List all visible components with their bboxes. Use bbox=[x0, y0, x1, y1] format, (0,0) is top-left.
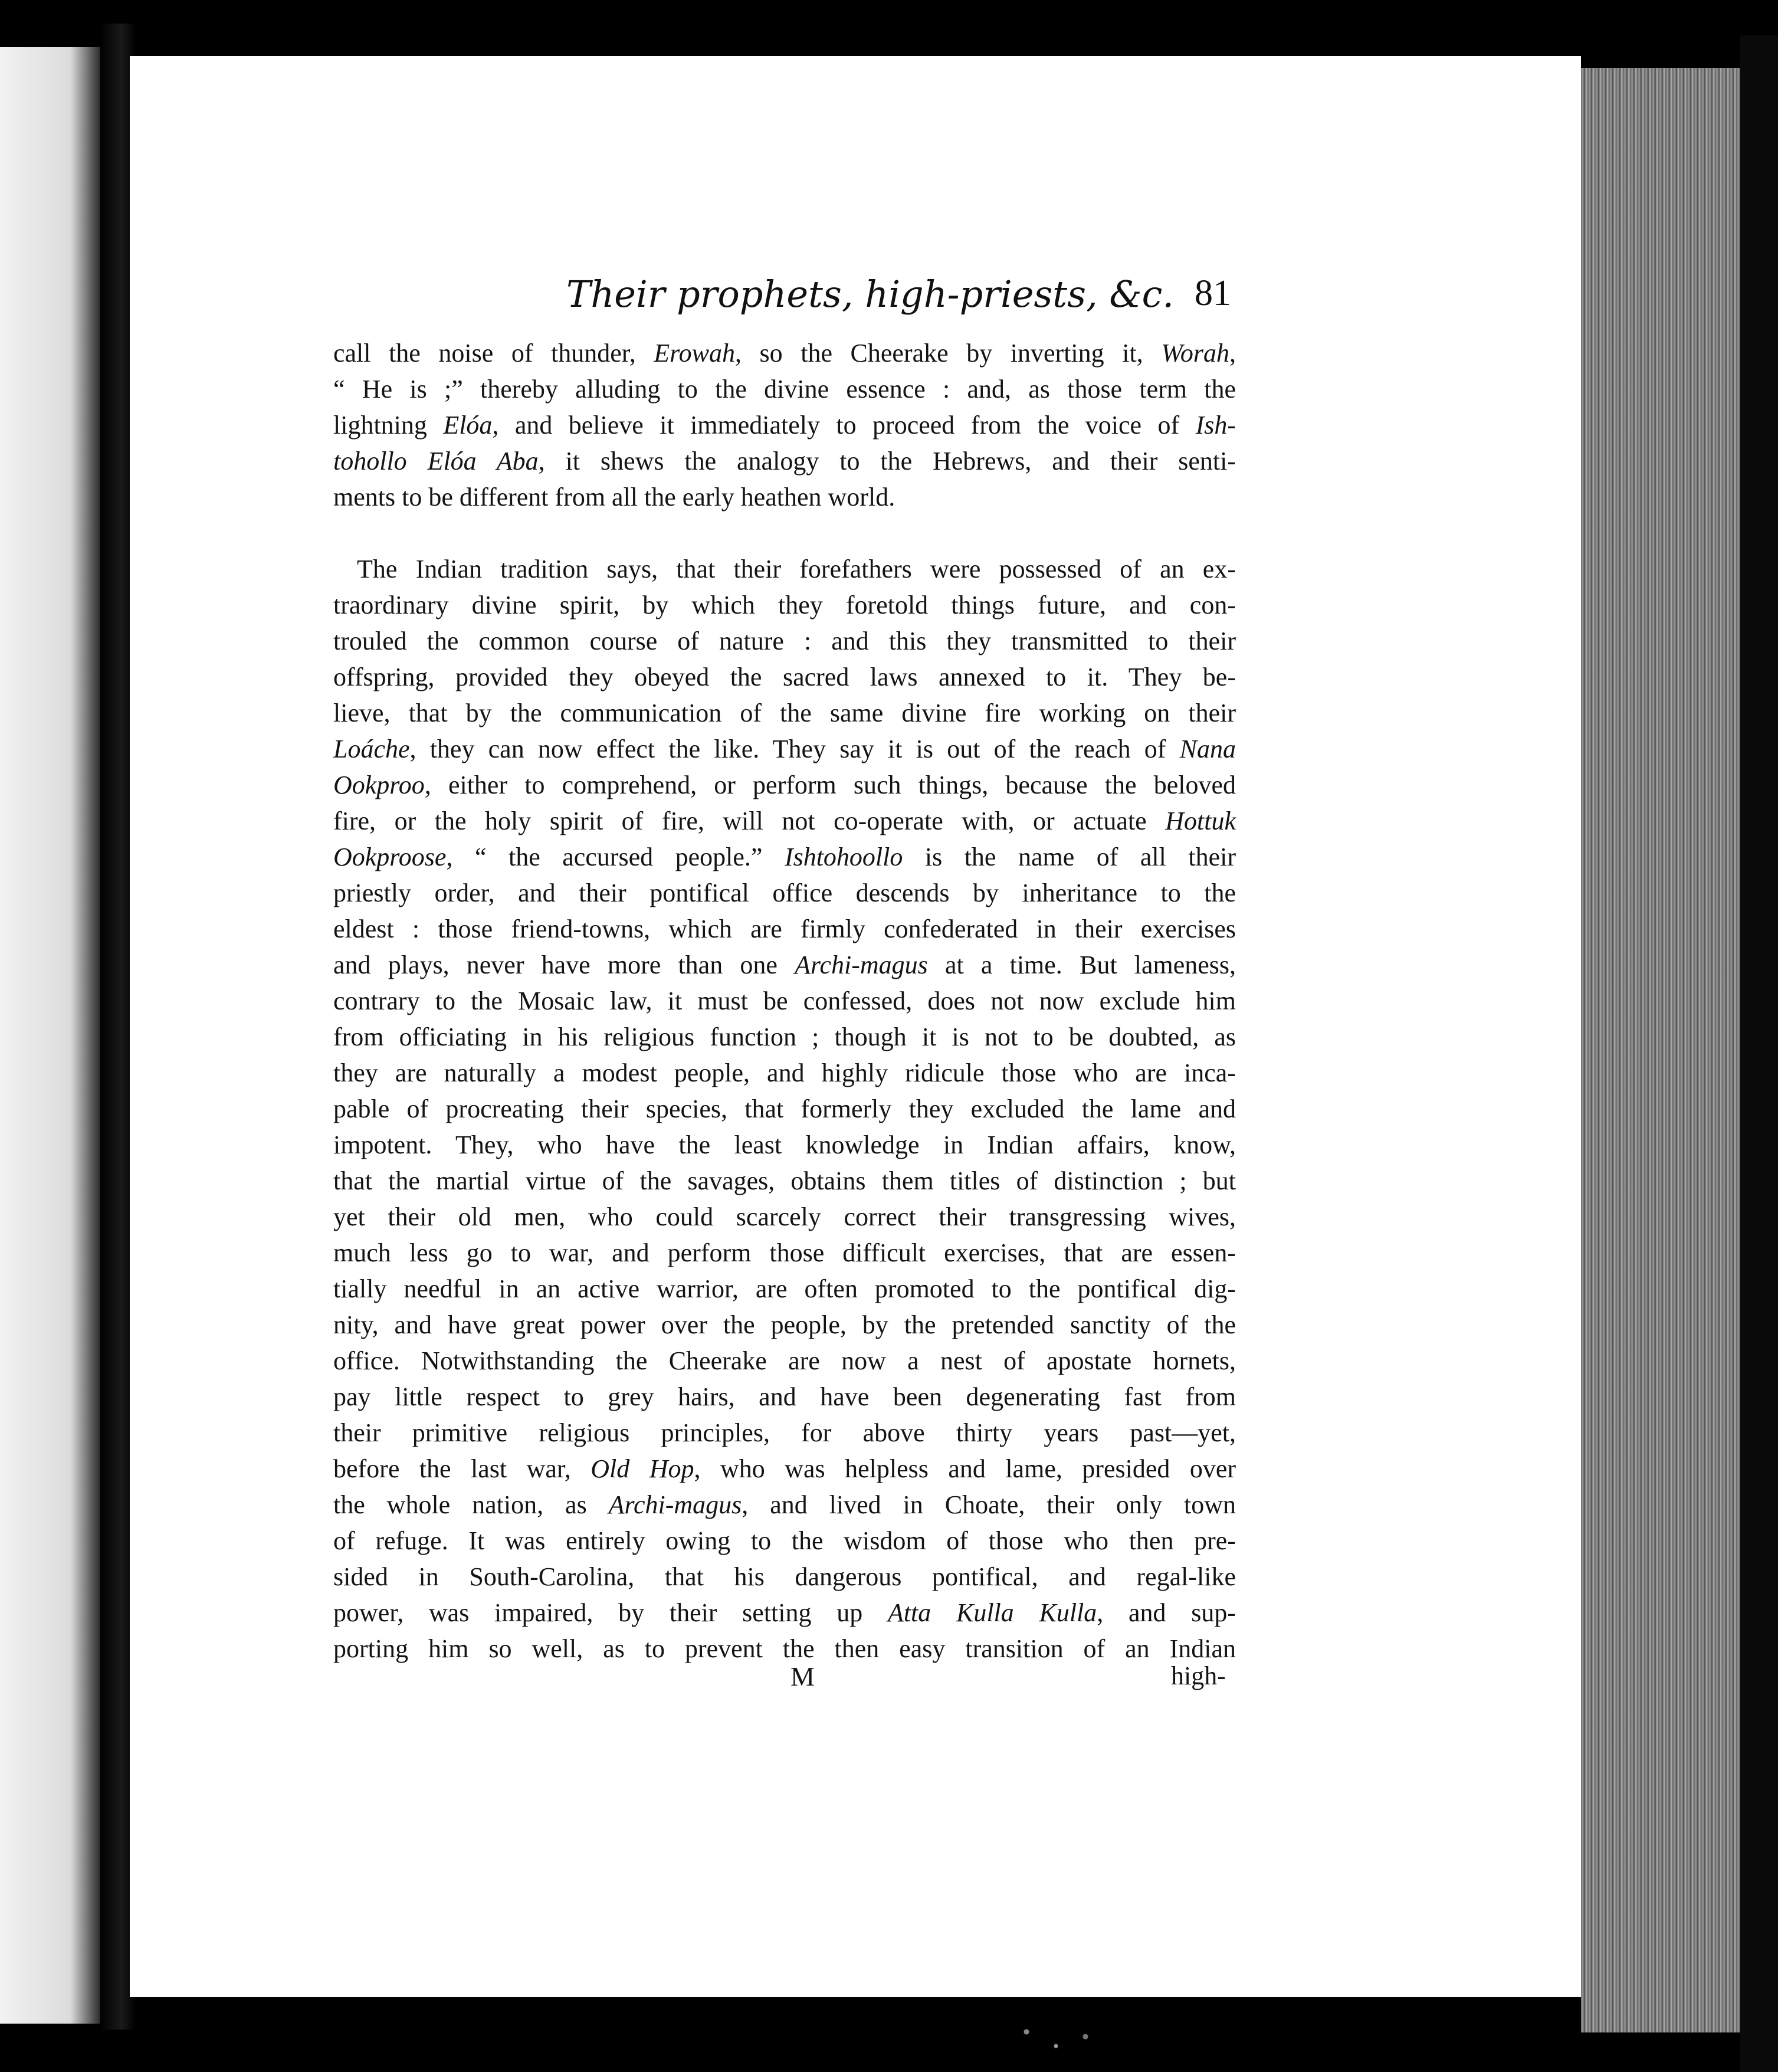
italic-term: Ookproose bbox=[333, 842, 447, 871]
text-run: pable of procreating their species, that formerly they excluded the lame and bbox=[333, 1094, 1236, 1123]
text-run: “ He is ;” thereby alluding to the divine essence : and, as those term the bbox=[333, 375, 1236, 404]
text-line bbox=[333, 1127, 1236, 1163]
text-line bbox=[333, 803, 1236, 839]
text-line bbox=[333, 623, 1236, 659]
text-run: , and believe it immediately to proceed from the voice of bbox=[492, 411, 1196, 440]
text-run: , they can now effect the like. They say it is out of the reach of bbox=[409, 735, 1180, 763]
italic-term: Archi-magus bbox=[608, 1490, 742, 1519]
text-line bbox=[333, 767, 1236, 803]
text-run: The Indian tradition says, that their forefathers were possessed of an ex- bbox=[357, 555, 1236, 583]
italic-term: Elóa bbox=[443, 411, 493, 440]
text-line bbox=[333, 1487, 1236, 1523]
text-run: of refuge. It was entirely owing to the wisdom of those who then pre- bbox=[333, 1526, 1236, 1555]
italic-term: Nana bbox=[1179, 735, 1236, 763]
text-line bbox=[333, 1271, 1236, 1307]
text-line bbox=[333, 479, 1236, 515]
italic-term: Archi-magus bbox=[795, 950, 928, 979]
text-line bbox=[333, 1451, 1236, 1487]
text-run: office. Notwithstanding the Cheerake are now a nest of apostate hornets, bbox=[333, 1346, 1236, 1375]
text-run: their primitive religious principles, for above thirty years past—yet, bbox=[333, 1418, 1236, 1447]
text-run: sided in South-Carolina, that his dangerous pontifical, and regal-like bbox=[333, 1562, 1236, 1591]
text-run: porting him so well, as to prevent the then easy transition of an Indian bbox=[333, 1634, 1236, 1663]
text-run: from officiating in his religious function ; though it is not to be doubted, as bbox=[333, 1022, 1236, 1051]
text-run: , “ the accursed people.” bbox=[446, 842, 785, 871]
text-line bbox=[333, 1523, 1236, 1559]
text-run: and plays, never have more than one bbox=[333, 950, 795, 979]
signature-mark: M bbox=[790, 1661, 815, 1691]
text-line bbox=[333, 1019, 1236, 1055]
text-run: much less go to war, and perform those difficult exercises, that are essen- bbox=[333, 1238, 1236, 1267]
text-line bbox=[333, 911, 1236, 947]
text-line bbox=[333, 839, 1236, 875]
text-line bbox=[333, 1343, 1236, 1379]
text-run: , it shews the analogy to the Hebrews, and their senti- bbox=[538, 447, 1236, 476]
paragraph-gap bbox=[333, 515, 1236, 551]
text-run: that the martial virtue of the savages, obtains them titles of distinction ; but bbox=[333, 1166, 1236, 1195]
italic-term: tohollo Elóa Aba bbox=[333, 447, 539, 476]
text-line bbox=[333, 1415, 1236, 1451]
text-run: eldest : those friend-towns, which are firmly confederated in their exercises bbox=[333, 914, 1236, 943]
text-line bbox=[333, 983, 1236, 1019]
scan-specks bbox=[1003, 2018, 1121, 2065]
italic-term: Ookproo bbox=[333, 771, 425, 799]
text-run: , who was helpless and lame, presided over bbox=[694, 1454, 1236, 1483]
text-line bbox=[333, 551, 1236, 587]
text-line bbox=[333, 695, 1236, 731]
body-text bbox=[333, 335, 1236, 1667]
text-line bbox=[333, 1307, 1236, 1343]
text-run: impotent. They, who have the least knowledge in Indian affairs, know, bbox=[333, 1130, 1236, 1159]
italic-term: Worah bbox=[1161, 339, 1229, 368]
page-number: 81 bbox=[1195, 273, 1231, 313]
page-stack-edge bbox=[1581, 68, 1740, 2032]
text-line bbox=[333, 407, 1236, 443]
running-head: Their prophets, high-priests, &c. bbox=[566, 273, 1175, 316]
text-run: before the last war, bbox=[333, 1454, 591, 1483]
italic-term: Old Hop bbox=[591, 1454, 694, 1483]
text-run: , and sup- bbox=[1097, 1598, 1236, 1627]
text-line bbox=[333, 1559, 1236, 1595]
text-run: nity, and have great power over the people, by the pretended sanctity of the bbox=[333, 1310, 1236, 1339]
text-run: lightning bbox=[333, 411, 444, 440]
text-run: contrary to the Mosaic law, it must be confessed, does not now exclude him bbox=[333, 986, 1236, 1015]
text-run: pay little respect to grey hairs, and have been degenerating fast from bbox=[333, 1382, 1236, 1411]
text-run: , and lived in Choate, their only town bbox=[742, 1490, 1236, 1519]
text-run: , so the Cheerake by inverting it, bbox=[734, 339, 1162, 368]
text-run: call the noise of thunder, bbox=[333, 339, 654, 368]
text-run: fire, or the holy spirit of fire, will not co-operate with, or actuate bbox=[333, 806, 1166, 835]
italic-term: Hottuk bbox=[1165, 806, 1236, 835]
text-run: power, was impaired, by their setting up bbox=[333, 1598, 888, 1627]
text-run: they are naturally a modest people, and highly ridicule those who are inca- bbox=[333, 1058, 1236, 1087]
catchword: high- bbox=[1171, 1661, 1226, 1690]
text-line bbox=[333, 1379, 1236, 1415]
text-run: priestly order, and their pontifical office descends by inheritance to the bbox=[333, 878, 1236, 907]
facing-page-edge bbox=[0, 47, 100, 2024]
text-run: , bbox=[1229, 339, 1236, 368]
text-line bbox=[333, 1055, 1236, 1091]
italic-term: Loáche bbox=[333, 735, 410, 763]
text-run: yet their old men, who could scarcely correct their transgressing wives, bbox=[333, 1202, 1236, 1231]
text-line bbox=[333, 875, 1236, 911]
text-line bbox=[333, 443, 1236, 479]
text-line bbox=[333, 587, 1236, 623]
text-line bbox=[333, 1163, 1236, 1199]
text-line bbox=[333, 1631, 1236, 1667]
text-line bbox=[333, 1595, 1236, 1631]
text-run: offspring, provided they obeyed the sacred laws annexed to it. They be- bbox=[333, 663, 1236, 691]
text-line bbox=[333, 335, 1236, 371]
text-line bbox=[333, 1235, 1236, 1271]
text-line bbox=[333, 731, 1236, 767]
text-run: tially needful in an active warrior, are often promoted to the pontifical dig- bbox=[333, 1274, 1236, 1303]
text-line bbox=[333, 1199, 1236, 1235]
italic-term: Ishtohoollo bbox=[784, 842, 903, 871]
text-run: at a time. But lameness, bbox=[927, 950, 1236, 979]
text-run: , either to comprehend, or perform such things, because the beloved bbox=[424, 771, 1236, 799]
text-line bbox=[333, 1091, 1236, 1127]
italic-term: Atta Kulla Kulla bbox=[887, 1598, 1097, 1627]
italic-term: Erowah bbox=[654, 339, 735, 368]
italic-term: Ish- bbox=[1195, 411, 1236, 440]
text-run: ments to be different from all the early heathen world. bbox=[333, 483, 895, 512]
text-line bbox=[333, 659, 1236, 695]
text-run: the whole nation, as bbox=[333, 1490, 609, 1519]
text-line bbox=[333, 371, 1236, 407]
text-run: trouled the common course of nature : and this they transmitted to their bbox=[333, 627, 1236, 655]
scan-border bbox=[1740, 35, 1778, 2072]
text-line bbox=[333, 947, 1236, 983]
text-run: lieve, that by the communication of the same divine fire working on their bbox=[333, 699, 1236, 727]
text-run: traordinary divine spirit, by which they foretold things future, and con- bbox=[333, 591, 1236, 619]
text-run: is the name of all their bbox=[903, 842, 1236, 871]
